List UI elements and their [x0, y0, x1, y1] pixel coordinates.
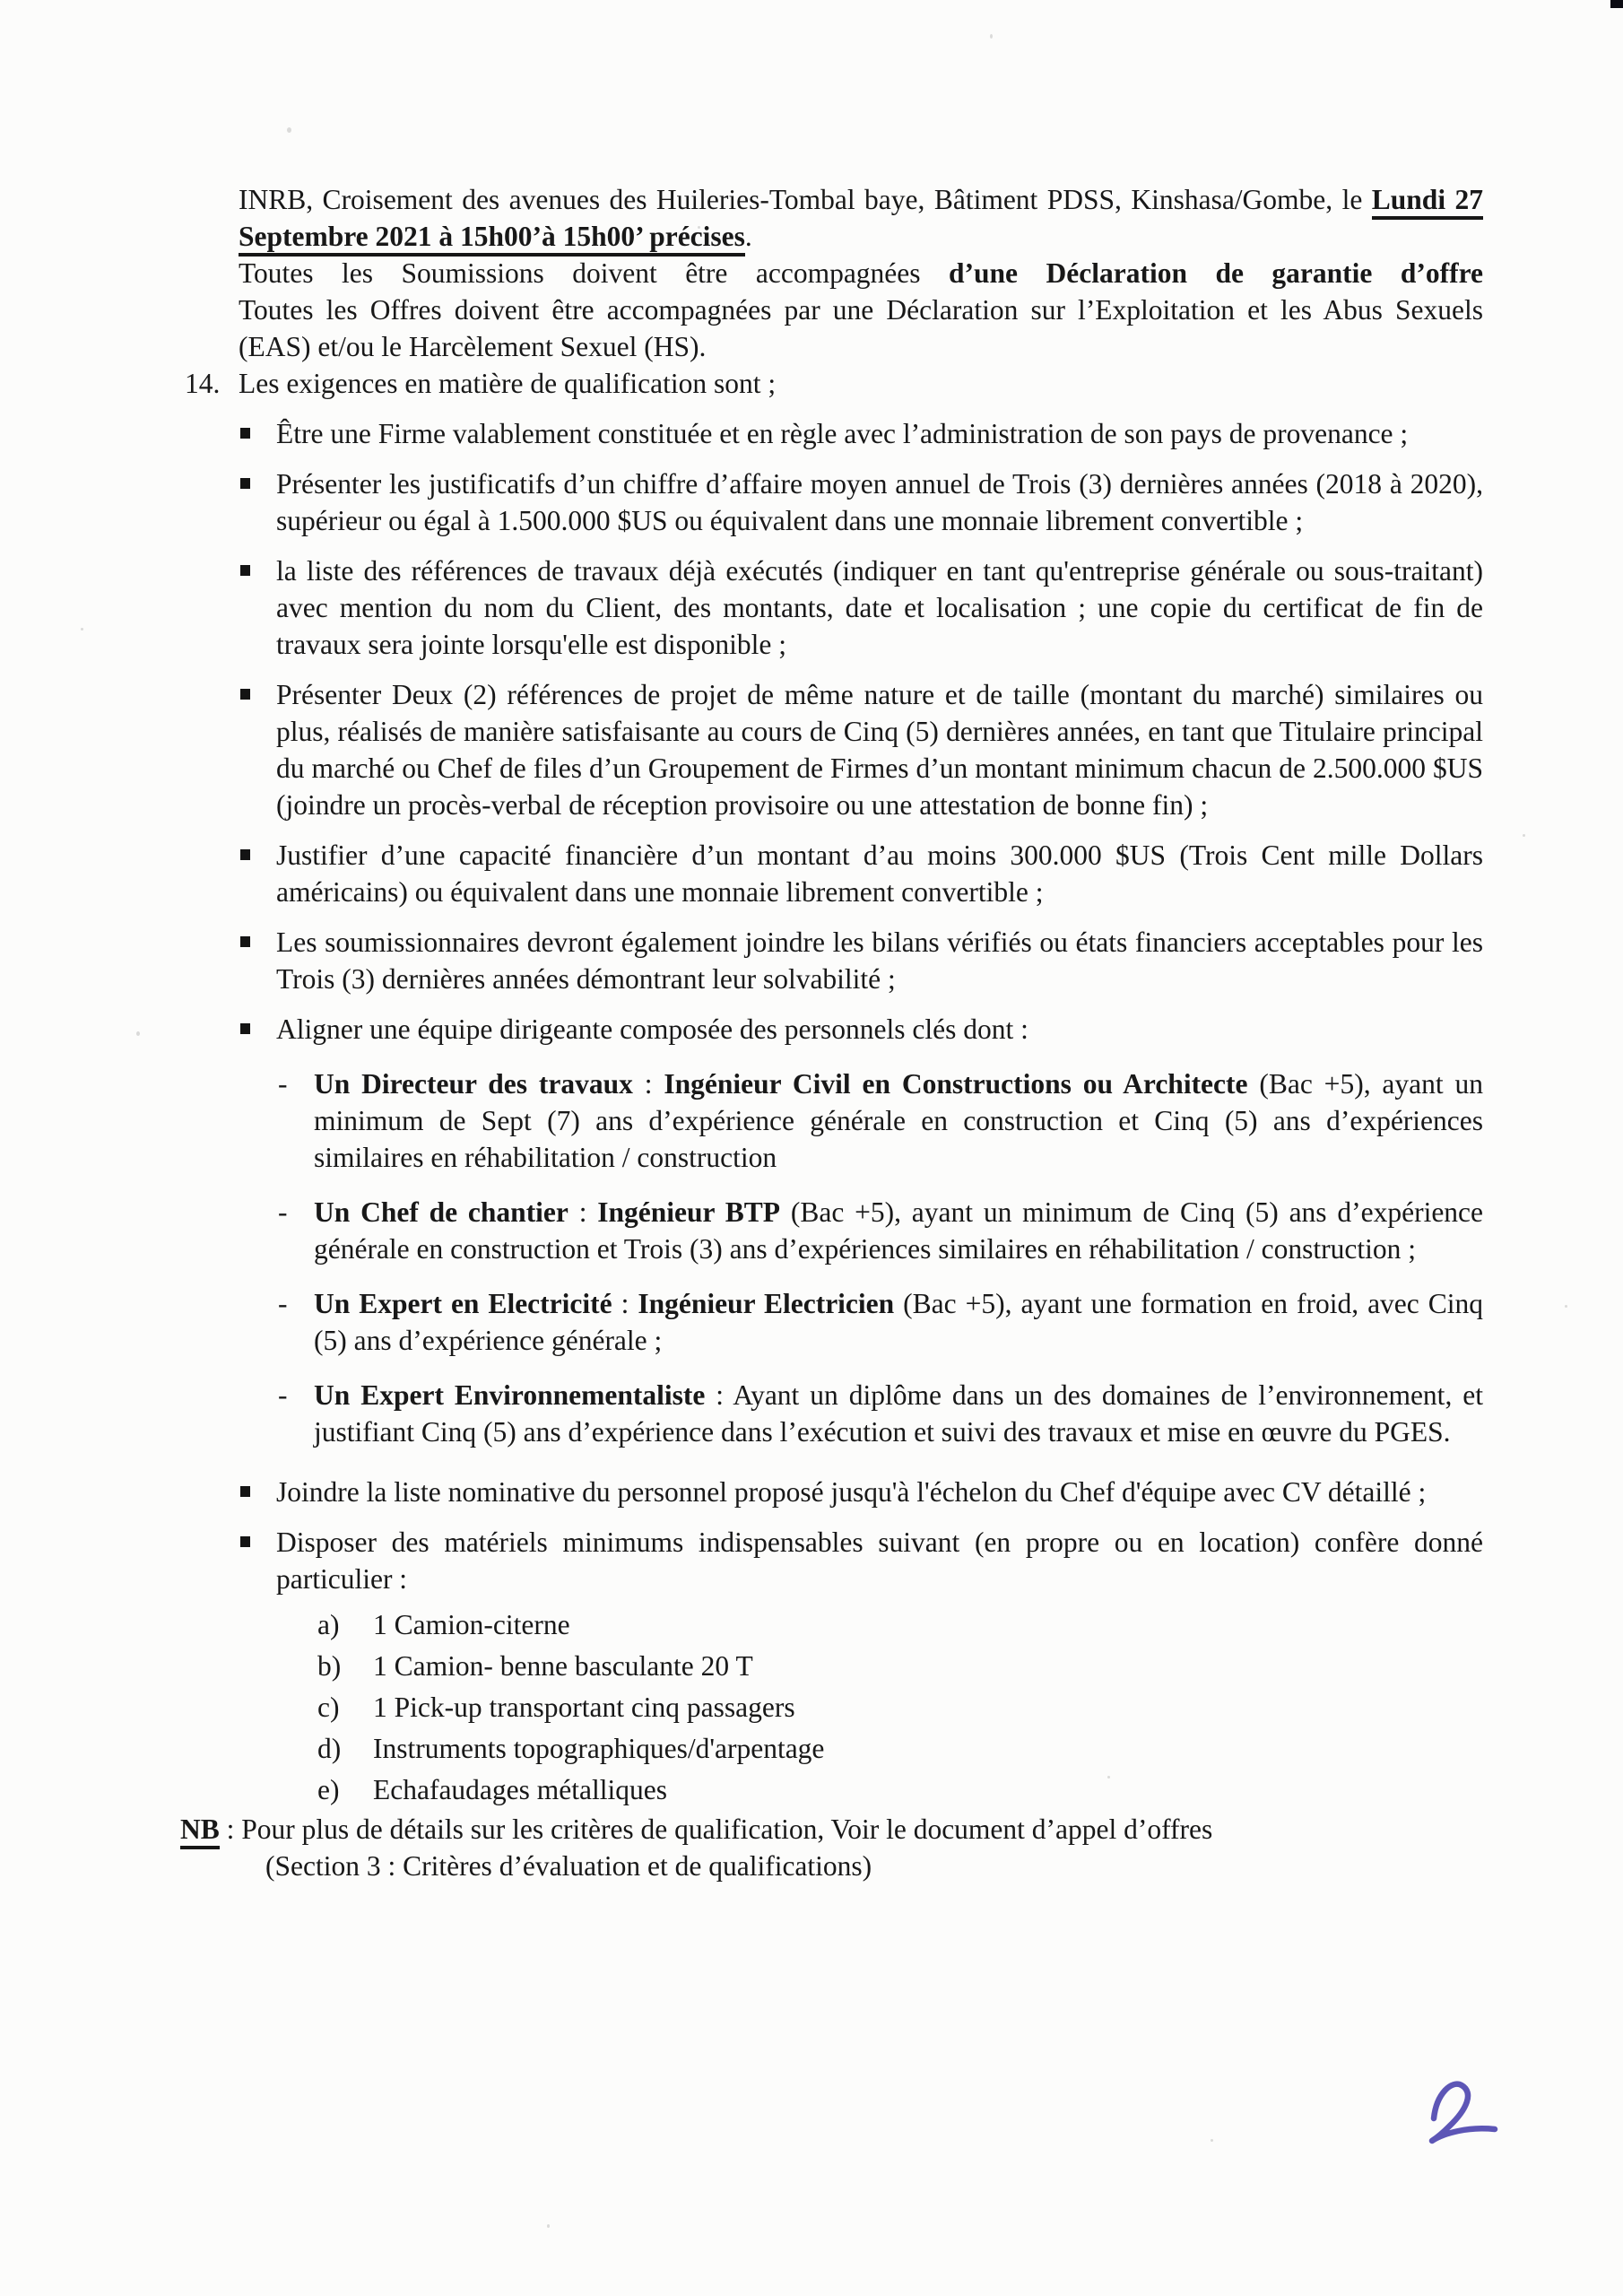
bullet-text: Être une Firme valablement constituée et en règle avec l’administration de son pays de provenance ; — [276, 418, 1409, 449]
qualification-bullet-references — [239, 552, 1483, 663]
qualification-bullet-turnover — [239, 465, 1483, 539]
handwritten-page-number — [1419, 2074, 1514, 2161]
scan-speckle — [1565, 1305, 1567, 1308]
team-title: Un Expert Environnementaliste — [314, 1379, 706, 1411]
equipment-text: 1 Camion-citerne — [373, 1609, 570, 1640]
scan-speckle — [81, 628, 83, 631]
equipment-item — [317, 1646, 1483, 1687]
bullet-text: Justifier d’une capacité financière d’un montant d’au moins 300.000 $US (Trois Cent mille Dollars américains) ou équivalent dans une monnaie librement convertible ; — [276, 839, 1483, 908]
dash-marker: - — [278, 1196, 288, 1228]
qualification-bullet-equipment — [239, 1524, 1483, 1597]
equipment-text: Echafaudages métalliques — [373, 1774, 667, 1805]
team-colon: : — [612, 1288, 638, 1319]
qualification-bullet-team — [239, 1011, 1483, 1048]
nb-text: Pour plus de détails sur les critères de qualification, Voir le document d’appel d’offres — [241, 1813, 1213, 1845]
bullet-square-icon — [240, 936, 250, 947]
qualification-heading — [185, 365, 1483, 402]
bullet-square-icon — [240, 1536, 250, 1547]
team-colon: : — [568, 1196, 598, 1228]
nb-note — [180, 1811, 1483, 1884]
team-title: Un Expert en Electricité — [314, 1288, 612, 1319]
intro-paragraph-location — [239, 181, 1483, 255]
bullet-text: Présenter les justificatifs d’un chiffre d’affaire moyen annuel de Trois (3) dernières années (2018 à 2020), supérieur ou égal à 1.500.000 $US ou équivalent dans une monnaie librement convertible ; — [276, 468, 1483, 536]
intro-text: INRB, Croisement des avenues des Huileries-Tombal baye, Bâtiment PDSS, Kinshasa/Gombe, le — [239, 184, 1372, 215]
equipment-item — [317, 1687, 1483, 1728]
team-item-expert-environnementaliste — [278, 1377, 1483, 1450]
qualification-bullet-balance-sheets — [239, 924, 1483, 997]
team-colon: : — [705, 1379, 733, 1411]
qualification-list — [239, 415, 1483, 1811]
bullet-text: Présenter Deux (2) références de projet de même nature et de taille (montant du marché) similaires ou plus, réalisés de manière satisfaisante au cours de Cinq (5) dernières années, en tant que Titulaire principal du marché ou Chef de files d’un Groupement de Firmes d’un montant minimum chacun de 2.500.000 $US (joindre un procès-verbal de réception provisoire ou une attestation de bonne fin) ; — [276, 679, 1483, 821]
bullet-square-icon — [240, 849, 250, 860]
intro-paragraph-eas: Toutes les Offres doivent être accompagnées par une Déclaration sur l’Exploitation et les Abus Sexuels (EAS) et/ou le Harcèlement Sexuel (HS). — [239, 294, 1483, 362]
bullet-text: Disposer des matériels minimums indispensables suivant (en propre ou en location) confère donné particulier : — [276, 1526, 1483, 1595]
bullet-square-icon — [240, 428, 250, 439]
equipment-letter: a) — [317, 1609, 340, 1640]
team-detail: (Bac +5), ayant un minimum de Cinq (5) ans d’expérience générale en construction et Trois (3) ans d’expériences similaires en réhabilitation / construction ; — [314, 1196, 1484, 1265]
document-body — [180, 181, 1484, 1884]
scan-corner-artifact — [1610, 0, 1623, 8]
scan-speckle — [1523, 834, 1525, 837]
team-detail: (Bac +5), ayant une formation en froid, avec Cinq (5) ans d’expérience générale ; — [314, 1288, 1484, 1356]
team-item-chef-chantier — [278, 1194, 1483, 1267]
key-personnel-list — [278, 1065, 1483, 1450]
equipment-text: 1 Pick-up transportant cinq passagers — [373, 1692, 795, 1723]
bullet-square-icon — [240, 1023, 250, 1034]
nb-label: NB — [180, 1813, 220, 1849]
equipment-list — [317, 1605, 1483, 1811]
scan-speckle — [136, 1031, 140, 1036]
qualification-bullet-projects — [239, 676, 1483, 823]
equipment-letter: b) — [317, 1650, 342, 1682]
bullet-square-icon — [240, 565, 250, 576]
bullet-square-icon — [240, 478, 250, 489]
team-item-directeur — [278, 1065, 1483, 1176]
nb-colon: : — [219, 1813, 242, 1845]
bullet-text: la liste des références de travaux déjà exécutés (indiquer en tant qu'entreprise générale ou sous-traitant) avec mention du nom du Client, des montants, date et localisation ; une copie du certificat de fin de travaux sera jointe lorsqu'elle est disponible ; — [276, 555, 1483, 660]
team-title: Un Chef de chantier — [314, 1196, 568, 1228]
bullet-text: Joindre la liste nominative du personnel proposé jusqu'à l'échelon du Chef d'équipe avec CV détaillé ; — [276, 1476, 1427, 1508]
qualification-bullet-staff-list — [239, 1474, 1483, 1510]
scan-speckle — [1211, 2139, 1213, 2142]
bullet-text: Les soumissionnaires devront également joindre les bilans vérifiés ou états financiers acceptables pour les Trois (3) dernières années démontrant leur solvabilité ; — [276, 926, 1483, 995]
dash-marker: - — [278, 1379, 288, 1411]
equipment-text: Instruments topographiques/d'arpentage — [373, 1733, 825, 1764]
equipment-item — [317, 1770, 1483, 1811]
team-item-expert-electricite — [278, 1285, 1483, 1359]
guarantee-declaration-bold: d’une Déclaration de garantie d’offre — [949, 257, 1483, 289]
equipment-letter: e) — [317, 1774, 340, 1805]
handwritten-2-icon — [1419, 2074, 1514, 2156]
dash-marker: - — [278, 1288, 288, 1319]
team-role: Ingénieur BTP — [597, 1196, 781, 1228]
team-colon: : — [632, 1068, 664, 1100]
scan-speckle — [990, 34, 993, 39]
bullet-square-icon — [240, 689, 250, 700]
equipment-text: 1 Camion- benne basculante 20 T — [373, 1650, 753, 1682]
nb-section-ref: (Section 3 : Critères d’évaluation et de qualifications) — [265, 1850, 872, 1882]
team-detail: (Bac +5), ayant un minimum de Sept (7) ans d’expérience générale en construction et Cinq (5) ans d’expériences similaires en réhabilitation / construction — [314, 1068, 1483, 1173]
bid-deadline-date: Lundi 27 Septembre 2021 à 15h00’à 15h00’ précises — [239, 184, 1483, 257]
guarantee-text: Toutes les Soumissions doivent être accompagnées — [239, 257, 950, 289]
qualification-heading-text: Les exigences en matière de qualification sont ; — [239, 368, 777, 399]
scan-speckle — [547, 2224, 550, 2228]
equipment-item — [317, 1728, 1483, 1770]
bullet-square-icon — [240, 1486, 250, 1497]
intro-paragraph-guarantee — [239, 255, 1483, 291]
scan-speckle — [287, 127, 291, 133]
qualification-bullet-firm — [239, 415, 1483, 452]
team-role: Ingénieur Electricien — [638, 1288, 895, 1319]
bullet-text: Aligner une équipe dirigeante composée des personnels clés dont : — [276, 1013, 1028, 1045]
equipment-item — [317, 1605, 1483, 1646]
intro-text-end: . — [744, 221, 752, 252]
dash-marker: - — [278, 1068, 288, 1100]
team-detail: Ayant un diplôme dans un des domaines de l’environnement, et justifiant Cinq (5) ans d’expérience dans l’exécution et suivi des travaux et mise en œuvre du PGES. — [314, 1379, 1483, 1448]
equipment-letter: c) — [317, 1692, 340, 1723]
qualification-bullet-financial — [239, 837, 1483, 910]
item-number: 14. — [185, 368, 221, 399]
team-title: Un Directeur des travaux — [314, 1068, 633, 1100]
equipment-letter: d) — [317, 1733, 342, 1764]
team-role: Ingénieur Civil en Constructions ou Architecte — [664, 1068, 1248, 1100]
